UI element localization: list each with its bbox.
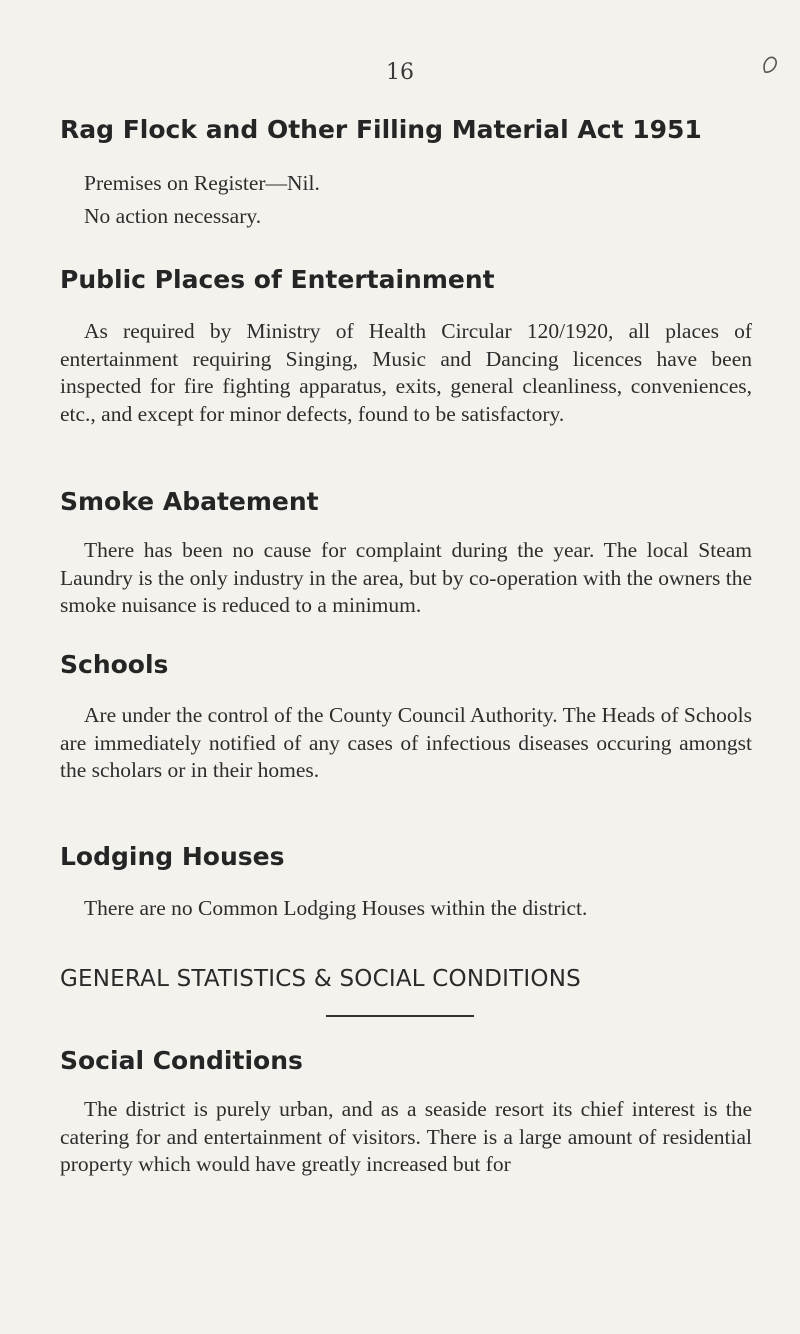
- page-number: 16: [386, 60, 414, 85]
- lodging-houses-paragraph: There are no Common Lodging Houses within the district.: [84, 896, 588, 920]
- rag-flock-action-line: No action necessary.: [84, 204, 262, 228]
- social-conditions-paragraph: The district is purely urban, and as a seaside resort its chief interest is the catering for and entertainment of visitors. There is a large amount of residential property which would have greatly increased but for: [60, 1097, 752, 1176]
- heading-schools: Schools: [60, 650, 169, 679]
- heading-lodging-houses: Lodging Houses: [60, 842, 285, 871]
- smoke-abatement-paragraph: There has been no cause for complaint during the year. The local Steam Laundry is the only industry in the area, but by co-operation with the owners the smoke nuisance is reduced to a minimum.: [60, 538, 753, 617]
- heading-rag-flock: Rag Flock and Other Filling Material Act 1951: [60, 115, 702, 144]
- public-places-paragraph: As required by Ministry of Health Circular 120/1920, all places of entertainment requiring Singing, Music and Dancing licences have been inspected for fire fighting apparatus, exits, general cleanliness, conveniences, etc., and except for minor defects, found to be satisfactory.: [60, 319, 752, 426]
- schools-paragraph: Are under the control of the County Council Authority. The Heads of Schools are immediately notified of any cases of infectious diseases occuring amongst the scholars or in their homes.: [60, 703, 752, 782]
- heading-public-places: Public Places of Entertainment: [60, 265, 495, 294]
- rag-flock-register-line: Premises on Register—Nil.: [84, 171, 320, 195]
- heading-smoke-abatement: Smoke Abatement: [60, 487, 319, 516]
- corner-punch-mark: [762, 56, 778, 74]
- section-divider-rule: [326, 1015, 474, 1017]
- heading-general-statistics: GENERAL STATISTICS & SOCIAL CONDITIONS: [60, 966, 581, 992]
- heading-social-conditions: Social Conditions: [60, 1046, 303, 1075]
